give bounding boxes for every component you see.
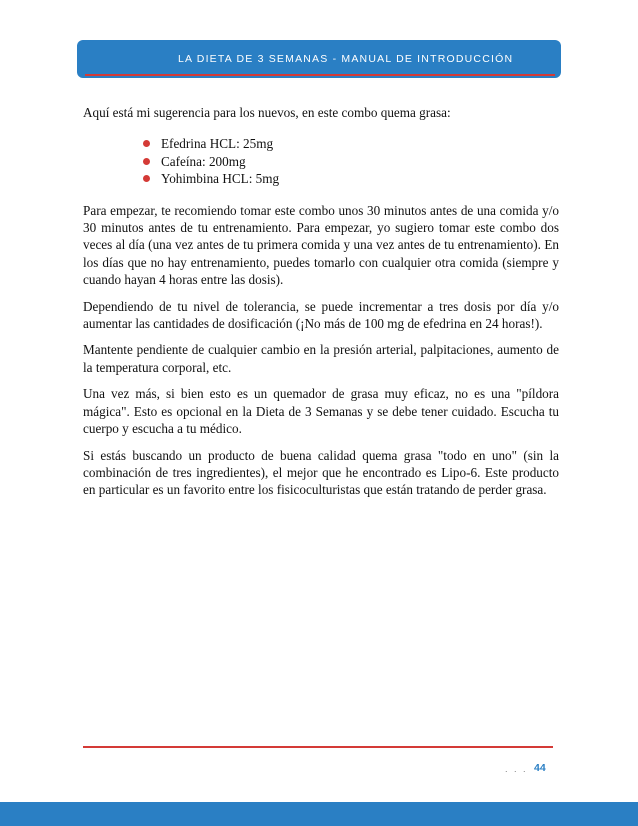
dose-label: Cafeína: 200mg: [161, 153, 246, 169]
bullet-icon: [143, 140, 150, 147]
body-paragraph: Dependiendo de tu nivel de tolerancia, se puede incrementar a tres dosis por día y/o aumentar las cantidades de dosificación (¡No más de 100 mg de efedrina en 24 horas!).: [83, 298, 559, 332]
dose-label: Yohimbina HCL: 5mg: [161, 171, 280, 187]
body-paragraph: Una vez más, si bien esto es un quemador de grasa muy eficaz, no es una "píldora mágica". Esto es opcional en la Dieta de 3 Semanas y se debe tener cuidado. Escucha tu cuerpo y escucha a tu médico.: [83, 386, 559, 437]
list-item: [143, 135, 559, 152]
page-header: [77, 40, 561, 78]
list-item: [143, 153, 559, 170]
header-title: LA DIETA DE 3 SEMANAS - MANUAL DE INTRODUCCIÓN: [178, 53, 514, 65]
page-number: 44: [534, 762, 546, 774]
bullet-icon: [143, 175, 150, 182]
list-item: [143, 170, 559, 187]
bullet-icon: [143, 158, 150, 165]
footer-divider: [83, 746, 553, 748]
body-paragraph: Mantente pendiente de cualquier cambio en la presión arterial, palpitaciones, aumento de la temperatura corporal, etc.: [83, 342, 559, 375]
dose-list: [83, 135, 559, 187]
page-body: [83, 104, 559, 508]
body-paragraph: Para empezar, te recomiendo tomar este combo unos 30 minutos antes de una comida y/o 30 minutos antes de tu entrenamiento. Para empezar, yo sugiero tomar este combo dos veces al día (una vez antes de tu primera comida y una vez antes de tu entrenamiento). En los días que no hay entrenamiento, puedes tomarlo con cualquier otra comida (siempre y cuando hayan 4 horas entre las dosis).: [83, 202, 559, 288]
page-dots: . . .: [505, 764, 528, 774]
body-paragraph: Si estás buscando un producto de buena calidad quema grasa "todo en uno" (sin la combinación de tres ingredientes), el mejor que he encontrado es Lipo-6. Este producto en particular es un favorito entre los fisicoculturistas que están tratando de perder grasa.: [83, 447, 559, 498]
intro-paragraph: Aquí está mi sugerencia para los nuevos, en este combo quema grasa:: [83, 105, 451, 120]
dose-label: Efedrina HCL: 25mg: [161, 136, 274, 152]
header-divider: [85, 74, 555, 76]
bottom-band: [0, 802, 638, 826]
